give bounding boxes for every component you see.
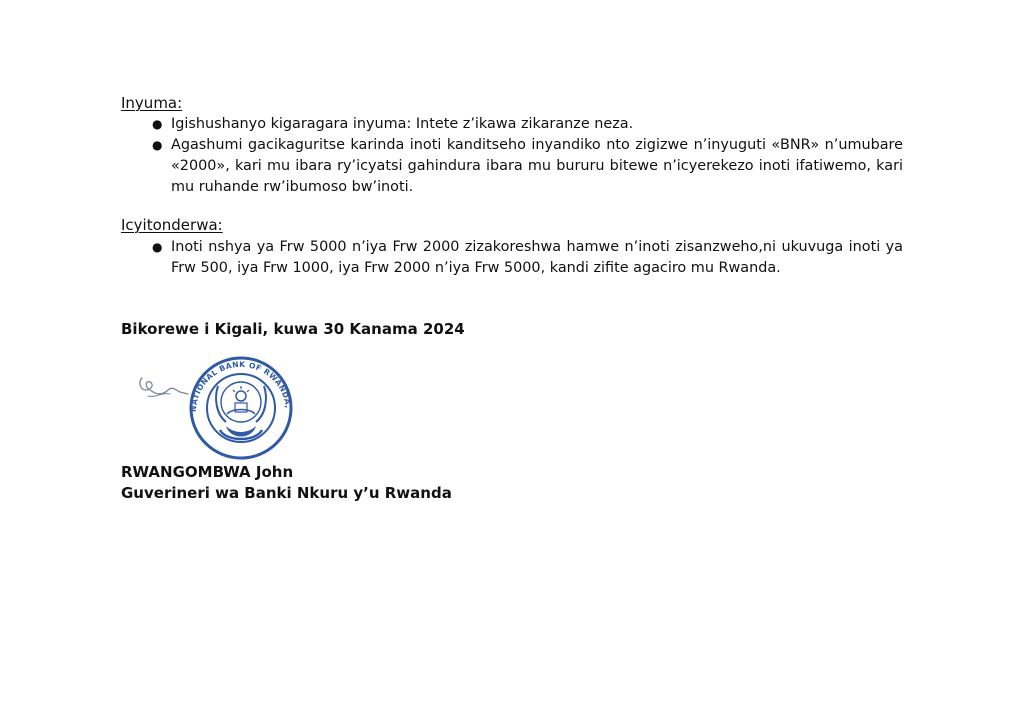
list-item (121, 114, 903, 135)
bullet-icon: ● (152, 138, 163, 152)
signatory-title: Guverineri wa Banki Nkuru y’u Rwanda (121, 484, 452, 502)
section-heading-inyuma: Inyuma: (121, 94, 183, 112)
list-item (121, 135, 903, 198)
svg-text:NATIONAL BANK OF RWANDA, THE G (134, 356, 293, 412)
bullet-list-inyuma (121, 114, 903, 198)
place-date: Bikorewe i Kigali, kuwa 30 Kanama 2024 (121, 320, 465, 338)
bullet-icon: ● (152, 240, 163, 254)
section-heading-icyitonderwa: Icyitonderwa: (121, 216, 223, 234)
signature-graphic (134, 356, 304, 460)
list-item-text: Igishushanyo kigaragara inyuma: Intete z’ikawa zikaranze neza. (171, 116, 634, 132)
signature-seal-block (134, 356, 304, 460)
list-item-text: Inoti nshya ya Frw 5000 n’iya Frw 2000 zizakoreshwa hamwe n’inoti zisanzweho,ni ukuvuga inoti ya Frw 500, iya Frw 1000, iya Frw 2000 n’iya Frw 5000, kandi zifite agaciro mu Rwanda. (171, 239, 903, 276)
bullet-icon: ● (152, 117, 163, 131)
signatory-name: RWANGOMBWA John (121, 463, 294, 481)
list-item-text: Agashumi gacikaguritse karinda inoti kanditseho inyandiko nto zigizwe n’inyuguti «BNR» n’umubare «2000», kari mu ibara ry’icyatsi gahindura ibara mu bururu bitewe n’icyerekezo inoti ifatiwemo, kari mu ruhande rw’ibumoso bw’inoti. (171, 137, 903, 195)
seal-text: NATIONAL BANK OF RWANDA, (188, 359, 293, 413)
seal-icon (134, 356, 293, 458)
bullet-list-icyitonderwa (121, 237, 903, 279)
list-item (121, 237, 903, 279)
